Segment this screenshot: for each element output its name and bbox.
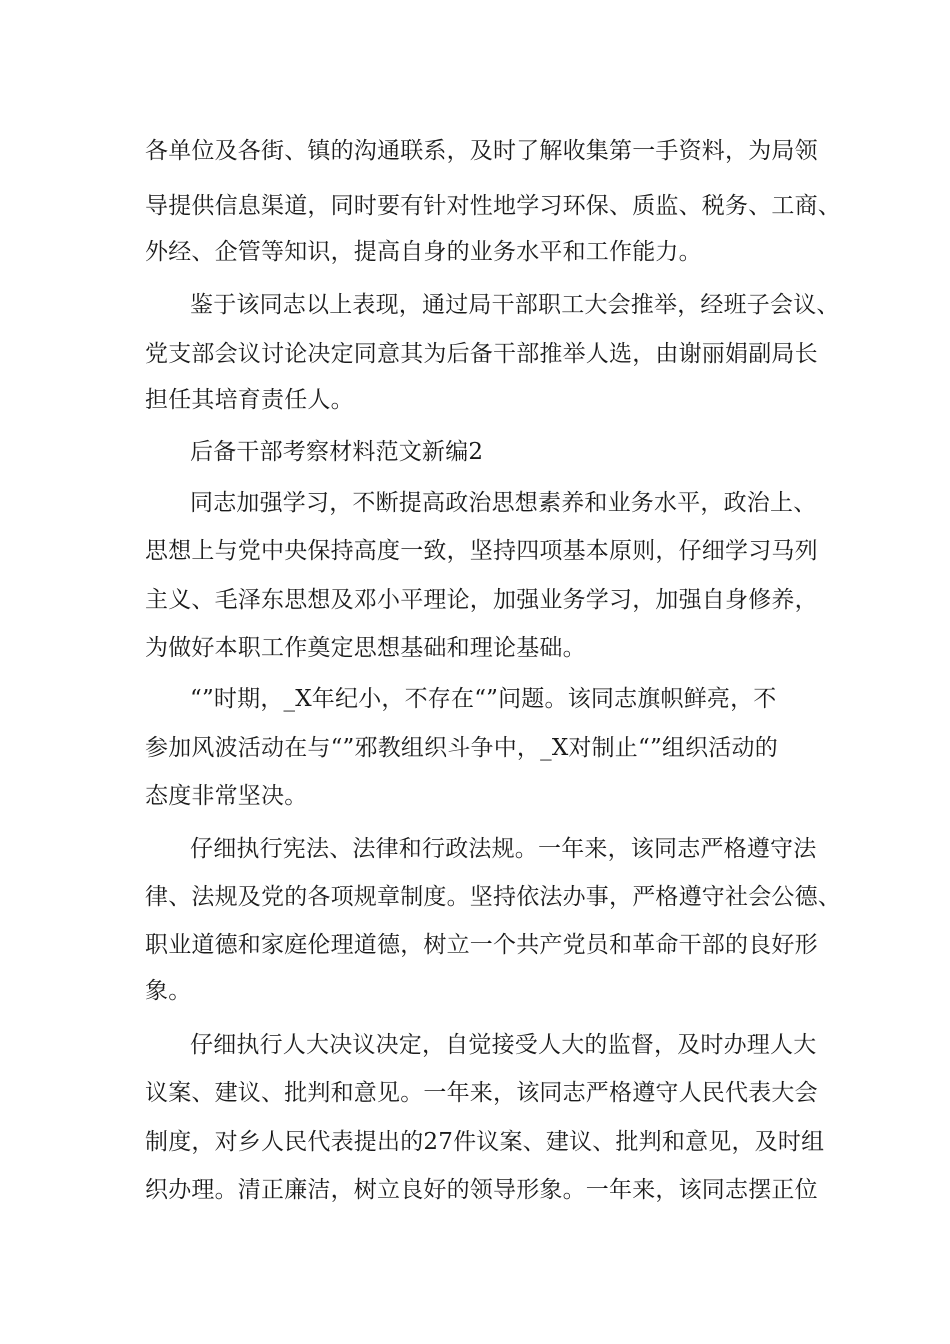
text-line: 思想上与党中央保持高度一致，坚持四项基本原则，仔细学习马列 [145, 538, 818, 564]
text-line: 担任其培育责任人。 [145, 387, 354, 413]
paragraph-first-line: 鉴于该同志以上表现，通过局干部职工大会推举，经班子会议、 [190, 292, 840, 318]
text-line: 主义、毛泽东思想及邓小平理论，加强业务学习，加强自身修养， [145, 587, 818, 613]
text-line: 各单位及各街、镇的沟通联系，及时了解收集第一手资料，为局领 [145, 138, 818, 164]
text-line: 为做好本职工作奠定思想基础和理论基础。 [145, 635, 586, 661]
text-line: 议案、建议、批判和意见。一年来，该同志严格遵守人民代表大会 [145, 1080, 818, 1106]
text-line: 态度非常坚决。 [145, 783, 308, 809]
text-line: 律、法规及党的各项规章制度。坚持依法办事，严格遵守社会公德、 [145, 884, 841, 910]
text-line: 织办理。清正廉洁，树立良好的领导形象。一年来，该同志摆正位 [145, 1177, 818, 1203]
text-line: 制度，对乡人民代表提出的27件议案、建议、批判和意见，及时组 [145, 1129, 825, 1155]
paragraph-first-line: 同志加强学习，不断提高政治思想素养和业务水平，政治上、 [190, 490, 817, 516]
text-line: 参加风波活动在与“”邪教组织斗争中，_X对制止“”组织活动的 [145, 735, 778, 761]
text-line: 职业道德和家庭伦理道德，树立一个共产党员和革命干部的良好形 [145, 932, 818, 958]
paragraph-first-line: “”时期，_X年纪小，不存在“”问题。该同志旗帜鲜亮，不 [190, 686, 777, 712]
text-line: 导提供信息渠道，同时要有针对性地学习环保、质监、税务、工商、 [145, 193, 841, 219]
text-line: 外经、企管等知识，提高自身的业务水平和工作能力。 [145, 239, 702, 265]
section-heading: 后备干部考察材料范文新编2 [190, 439, 484, 465]
text-line: 象。 [145, 978, 192, 1004]
text-line: 党支部会议讨论决定同意其为后备干部推举人选，由谢丽娟副局长 [145, 341, 818, 367]
paragraph-first-line: 仔细执行人大决议决定，自觉接受人大的监督，及时办理人大 [190, 1032, 817, 1058]
paragraph-first-line: 仔细执行宪法、法律和行政法规。一年来，该同志严格遵守法 [190, 836, 817, 862]
